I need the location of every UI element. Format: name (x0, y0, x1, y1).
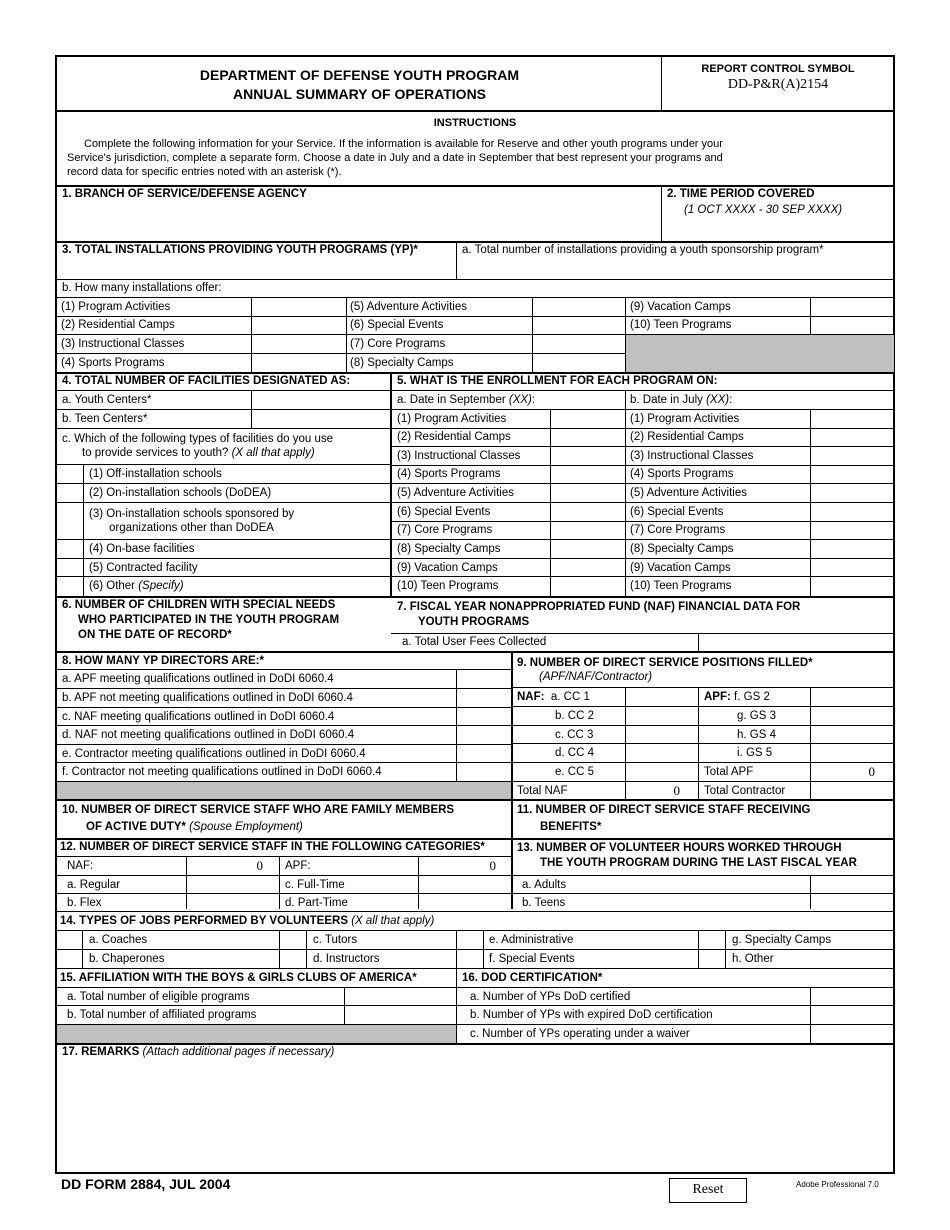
instructions-line-1: Complete the following information for your Service. If the information is available for Reserve and other youth programs under your (84, 138, 723, 150)
instructions-heading: INSTRUCTIONS (433, 117, 517, 129)
sept-program-label: (9) Vacation Camps (397, 562, 498, 574)
teens-label: b. Teens (522, 897, 566, 909)
job-label: h. Other (732, 953, 774, 965)
september-date-label: a. Date in September (XX): (397, 394, 536, 406)
sept-program-label: (1) Program Activities (397, 413, 507, 425)
installations-item-label: (9) Vacation Camps (630, 301, 731, 313)
total-installations-field[interactable] (60, 259, 452, 277)
section-8-label: 8. HOW MANY YP DIRECTORS ARE:* (62, 655, 264, 667)
july-program-label: (2) Residential Camps (630, 431, 744, 443)
section-4-label: 4. TOTAL NUMBER OF FACILITIES DESIGNATED AS: (62, 375, 351, 387)
specialty-camps-checkbox[interactable] (700, 931, 724, 948)
instructions-line-3: record data for specific entries noted with an asterisk (*). (67, 166, 342, 178)
adult-volunteer-hours-field[interactable] (812, 876, 892, 892)
on-installation-schools-dodea-checkbox[interactable] (58, 485, 82, 501)
apf-gs5-label: i. GS 5 (737, 747, 773, 759)
teen-centers-label: b. Teen Centers* (62, 413, 148, 425)
title-line-2: ANNUAL SUMMARY OF OPERATIONS (232, 86, 487, 102)
section-14-label: 14. TYPES OF JOBS PERFORMED BY VOLUNTEERS (X all that apply) (60, 915, 435, 927)
time-period-hint: (1 OCT XXXX - 30 SEP XXXX) (684, 204, 843, 216)
july-program-label: (6) Special Events (630, 506, 724, 518)
facility-types-question: c. Which of the following types of facilities do you use (62, 433, 334, 445)
total-naf-value: 0 (673, 783, 680, 798)
july-program-label: (4) Sports Programs (630, 468, 734, 480)
dod-certified-label: a. Number of YPs DoD certified (470, 991, 631, 1003)
apf-positions-fields[interactable] (812, 688, 892, 762)
form-identifier: DD FORM 2884, JUL 2004 (61, 1176, 231, 1192)
directors-item-label: c. NAF meeting qualifications outlined in DoDI 6060.4 (62, 711, 335, 723)
installations-specialty-camps-field[interactable] (534, 354, 624, 371)
facility-option-label: (3) On-installation schools sponsored by (89, 508, 295, 520)
july-date-label: b. Date in July (XX): (630, 394, 733, 406)
special-events-checkbox[interactable] (458, 950, 482, 967)
installations-sports-programs-field[interactable] (253, 354, 345, 371)
other-facility-checkbox[interactable] (58, 578, 82, 595)
user-fees-field[interactable] (700, 634, 892, 650)
waiver-field[interactable] (812, 1025, 892, 1042)
branch-of-service-field[interactable] (58, 203, 658, 239)
tutors-checkbox[interactable] (281, 931, 305, 948)
regular-label: a. Regular (67, 879, 121, 891)
job-label: b. Chaperones (89, 953, 165, 965)
section-7-label: 7. FISCAL YEAR NONAPPROPRIATED FUND (NAF) FINANCIAL DATA FOR YOUTH PROGRAMS (397, 601, 801, 628)
apf-gs4-label: h. GS 4 (737, 729, 776, 741)
facility-option-label: (4) On-base facilities (89, 543, 195, 555)
installations-item-label: (3) Instructional Classes (61, 338, 185, 350)
flex-staff-field[interactable] (188, 894, 278, 908)
facility-types-question-2: to provide services to youth? (X all that apply) (82, 447, 315, 459)
youth-centers-label: a. Youth Centers* (62, 394, 152, 406)
expired-certification-field[interactable] (812, 1006, 892, 1023)
september-enrollment-fields[interactable] (552, 410, 624, 596)
facility-option-label: (1) Off-installation schools (89, 468, 222, 480)
fulltime-label: c. Full-Time (285, 879, 345, 891)
sept-program-label: (3) Instructional Classes (397, 450, 521, 462)
section-10-label: 10. NUMBER OF DIRECT SERVICE STAFF WHO ARE FAMILY MEMBERS OF ACTIVE DUTY* (Spouse Employment) (62, 804, 455, 833)
section-2-label: 2. TIME PERIOD COVERED (667, 188, 815, 200)
title-line-1: DEPARTMENT OF DEFENSE YOUTH PROGRAM (199, 67, 520, 83)
instructions-line-2: Service's jurisdiction, complete a separate form. Choose a date in July and a date in September that best represent your programs and (67, 152, 723, 164)
section-9-label: 9. NUMBER OF DIRECT SERVICE POSITIONS FILLED* (517, 657, 813, 669)
section-12-label: 12. NUMBER OF DIRECT SERVICE STAFF IN THE FOLLOWING CATEGORIES* (60, 841, 485, 853)
total-apf-value: 0 (868, 764, 875, 779)
chaperones-checkbox[interactable] (58, 950, 81, 967)
other-job-checkbox[interactable] (700, 950, 724, 967)
installations-item-label: (4) Sports Programs (61, 357, 165, 369)
job-label: e. Administrative (489, 934, 574, 946)
section-3b-label: b. How many installations offer: (62, 282, 222, 294)
rcs-label: REPORT CONTROL SYMBOL (701, 63, 855, 75)
section-17-label: 17. REMARKS (Attach additional pages if necessary) (62, 1046, 335, 1058)
facility-option-label: (2) On-installation schools (DoDEA) (89, 487, 272, 499)
installations-vacation-camps-field[interactable] (812, 298, 892, 315)
installations-item-label: (2) Residential Camps (61, 319, 175, 331)
july-program-label: (8) Specialty Camps (630, 543, 734, 555)
producer-label: Adobe Professional 7.0 (796, 1180, 879, 1189)
apf-staff-total: 0 (489, 858, 496, 873)
job-label: f. Special Events (489, 953, 575, 965)
family-member-staff-field[interactable] (400, 820, 508, 836)
reset-button[interactable]: Reset (669, 1178, 747, 1203)
installations-special-events-field[interactable] (534, 317, 624, 334)
july-date-field[interactable] (752, 391, 892, 408)
eligible-programs-label: a. Total number of eligible programs (67, 991, 250, 1003)
sept-program-label: (10) Teen Programs (397, 580, 499, 592)
job-label: a. Coaches (89, 934, 148, 946)
directors-item-label: d. NAF not meeting qualifications outlined in DoDI 6060.4 (62, 729, 355, 741)
user-fees-label: a. Total User Fees Collected (402, 636, 547, 648)
facility-option-label-cont: organizations other than DoDEA (109, 522, 274, 534)
section-5-label: 5. WHAT IS THE ENROLLMENT FOR EACH PROGRAM ON: (397, 375, 718, 387)
remarks-textarea[interactable] (58, 1062, 892, 1170)
special-needs-children-field[interactable] (58, 634, 388, 650)
naf-cc2-label: b. CC 2 (555, 710, 594, 722)
naf-staff-total: 0 (256, 858, 263, 873)
shaded-unused-area (626, 335, 894, 372)
july-program-label: (7) Core Programs (630, 524, 726, 536)
section-1-label: 1. BRANCH OF SERVICE/DEFENSE AGENCY (62, 188, 307, 200)
naf-positions-fields[interactable] (627, 688, 697, 780)
installations-program-activities-field[interactable] (253, 298, 345, 315)
time-period-field[interactable] (664, 218, 892, 240)
sept-program-label: (8) Specialty Camps (397, 543, 501, 555)
instructors-checkbox[interactable] (281, 950, 305, 967)
regular-staff-field[interactable] (188, 876, 278, 892)
section-3-label: 3. TOTAL INSTALLATIONS PROVIDING YOUTH PROGRAMS (YP)* (62, 244, 418, 256)
rcs-value: DD-P&R(A)2154 (727, 77, 829, 92)
job-label: d. Instructors (313, 953, 380, 965)
installations-instructional-classes-field[interactable] (253, 335, 345, 352)
administrative-checkbox[interactable] (458, 931, 482, 948)
sept-program-label: (5) Adventure Activities (397, 487, 514, 499)
installations-item-label: (8) Specialty Camps (350, 357, 454, 369)
september-date-field[interactable] (520, 391, 624, 408)
flex-label: b. Flex (67, 897, 102, 909)
job-label: c. Tutors (313, 934, 358, 946)
coaches-checkbox[interactable] (58, 931, 81, 948)
installations-item-label: (5) Adventure Activities (350, 301, 467, 313)
installations-item-label: (6) Special Events (350, 319, 444, 331)
on-installation-schools-other-checkbox[interactable] (58, 504, 82, 538)
fulltime-staff-field[interactable] (420, 876, 510, 892)
july-program-label: (5) Adventure Activities (630, 487, 747, 499)
sept-program-label: (6) Special Events (397, 506, 491, 518)
shaded-unused-area (57, 1025, 456, 1043)
section-16-label: 16. DOD CERTIFICATION* (462, 972, 603, 984)
off-installation-schools-checkbox[interactable] (58, 466, 82, 482)
july-program-label: (9) Vacation Camps (630, 562, 731, 574)
shaded-unused-area (57, 782, 511, 799)
dod-certified-field[interactable] (812, 988, 892, 1004)
installations-residential-camps-field[interactable] (253, 317, 345, 334)
naf-cc4-label: d. CC 4 (555, 747, 594, 759)
july-program-label: (3) Instructional Classes (630, 450, 754, 462)
installations-item-label: (1) Program Activities (61, 301, 171, 313)
facility-option-label: (6) Other (Specify) (89, 580, 184, 592)
total-contractor-label: Total Contractor (704, 785, 786, 797)
naf-cc1-label: NAF: a. CC 1 (517, 691, 590, 703)
naf-cc3-label: c. CC 3 (555, 729, 594, 741)
section-13-label: 13. NUMBER OF VOLUNTEER HOURS WORKED THROUGH THE YOUTH PROGRAM DURING THE LAST FISCAL YEAR (517, 842, 857, 869)
directors-count-fields[interactable] (458, 670, 510, 780)
contracted-facility-checkbox[interactable] (58, 560, 82, 576)
apf-gs2-label: APF: f. GS 2 (704, 691, 770, 703)
installations-teen-programs-field[interactable] (812, 317, 892, 334)
total-contractor-field[interactable] (812, 782, 892, 798)
affiliated-programs-field[interactable] (346, 1006, 454, 1023)
waiver-label: c. Number of YPs operating under a waiver (470, 1028, 690, 1040)
july-enrollment-fields[interactable] (812, 410, 892, 596)
naf-staff-label: NAF: (67, 860, 94, 872)
section-6-label: 6. NUMBER OF CHILDREN WITH SPECIAL NEEDS WHO PARTICIPATED IN THE YOUTH PROGRAM ON THE DATE OF RECORD* (62, 599, 340, 641)
youth-centers-field[interactable] (253, 391, 389, 409)
installations-item-label: (7) Core Programs (350, 338, 446, 350)
naf-cc5-label: e. CC 5 (555, 766, 594, 778)
directors-item-label: a. APF meeting qualifications outlined in DoDI 6060.4 (62, 673, 334, 685)
apf-staff-label: APF: (285, 860, 311, 872)
parttime-staff-field[interactable] (420, 894, 510, 908)
july-program-label: (1) Program Activities (630, 413, 740, 425)
adults-label: a. Adults (522, 879, 567, 891)
teen-centers-field[interactable] (253, 410, 389, 428)
youth-sponsorship-installations-field[interactable] (460, 259, 890, 277)
directors-item-label: e. Contractor meeting qualifications outlined in DoDI 6060.4 (62, 748, 366, 760)
section-9-hint: (APF/NAF/Contractor) (539, 671, 653, 683)
section-11-label: 11. NUMBER OF DIRECT SERVICE STAFF RECEIVING BENEFITS* (517, 804, 811, 833)
staff-receiving-benefits-field[interactable] (700, 820, 890, 836)
on-base-facilities-checkbox[interactable] (58, 541, 82, 557)
installations-adventure-activities-field[interactable] (534, 298, 624, 315)
sept-program-label: (4) Sports Programs (397, 468, 501, 480)
eligible-programs-field[interactable] (346, 988, 454, 1004)
directors-item-label: b. APF not meeting qualifications outlined in DoDI 6060.4 (62, 692, 353, 704)
facility-option-label: (5) Contracted facility (89, 562, 198, 574)
section-15-label: 15. AFFILIATION WITH THE BOYS & GIRLS CLUBS OF AMERICA* (60, 972, 417, 984)
expired-certification-label: b. Number of YPs with expired DoD certification (470, 1009, 713, 1021)
sept-program-label: (2) Residential Camps (397, 431, 511, 443)
directors-item-label: f. Contractor not meeting qualifications outlined in DoDI 6060.4 (62, 766, 382, 778)
july-program-label: (10) Teen Programs (630, 580, 732, 592)
installations-core-programs-field[interactable] (534, 335, 624, 352)
total-apf-label: Total APF (704, 766, 754, 778)
apf-gs3-label: g. GS 3 (737, 710, 776, 722)
installations-item-label: (10) Teen Programs (630, 319, 732, 331)
section-3a-label: a. Total number of installations providing a youth sponsorship program* (462, 244, 824, 256)
job-label: g. Specialty Camps (732, 934, 832, 946)
total-naf-label: Total NAF (517, 785, 568, 797)
affiliated-programs-label: b. Total number of affiliated programs (67, 1009, 257, 1021)
teen-volunteer-hours-field[interactable] (812, 894, 892, 908)
sept-program-label: (7) Core Programs (397, 524, 493, 536)
form-title (57, 66, 662, 104)
parttime-label: d. Part-Time (285, 897, 348, 909)
